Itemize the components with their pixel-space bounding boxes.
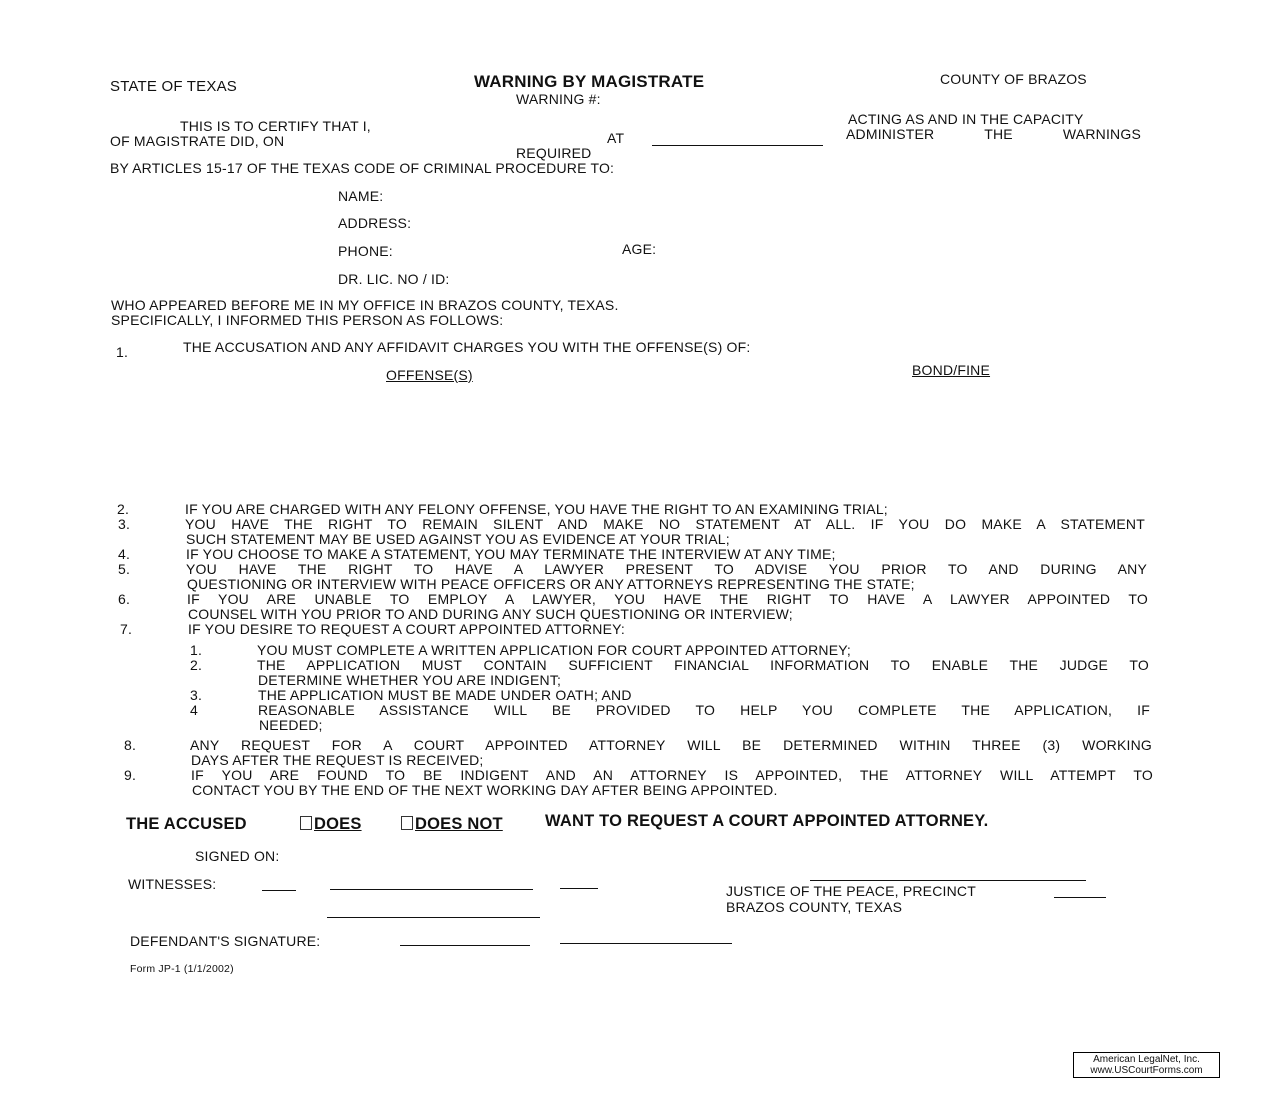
articles-line: BY ARTICLES 15-17 OF THE TEXAS CODE OF CRIMINAL PROCEDURE TO:	[110, 160, 615, 176]
publisher-name: American LegalNet, Inc.	[1093, 1054, 1200, 1065]
appeared-line-1: WHO APPEARED BEFORE ME IN MY OFFICE IN BRAZOS COUNTY, TEXAS.	[111, 297, 619, 313]
subitem-text: YOU MUST COMPLETE A WRITTEN APPLICATION FOR COURT APPOINTED ATTORNEY;	[257, 642, 851, 658]
item-number: 8.	[124, 737, 137, 753]
form-id: Form JP-1 (1/1/2002)	[130, 963, 234, 975]
witness-line	[262, 890, 296, 891]
item-number: 9.	[124, 767, 137, 783]
certify-line-1: THIS IS TO CERTIFY THAT I,	[180, 118, 371, 134]
item-number: 3.	[118, 516, 131, 532]
subitem-number: 3.	[190, 687, 203, 703]
item-text: QUESTIONING OR INTERVIEW WITH PEACE OFFICERS OR ANY ATTORNEYS REPRESENTING THE STATE;	[187, 576, 915, 592]
does-not-checkbox[interactable]	[401, 816, 413, 830]
acting-line-2: ADMINISTER THE WARNINGS	[846, 126, 1141, 142]
item-text: CONTACT YOU BY THE END OF THE NEXT WORKING DAY AFTER BEING APPOINTED.	[192, 782, 778, 798]
justice-signature-line	[810, 880, 1086, 881]
witness-line	[330, 889, 533, 890]
subitem-text: THE APPLICATION MUST BE MADE UNDER OATH; AND	[258, 687, 632, 703]
item-text: IF YOU DESIRE TO REQUEST A COURT APPOINTED ATTORNEY:	[188, 621, 625, 637]
does-option[interactable]	[300, 815, 362, 833]
dl-field-label: DR. LIC. NO / ID:	[338, 271, 450, 287]
defendant-date-line	[560, 943, 732, 944]
state-label: STATE OF TEXAS	[110, 78, 237, 95]
at-label: AT	[607, 130, 625, 146]
item-text: SUCH STATEMENT MAY BE USED AGAINST YOU AS EVIDENCE AT YOUR TRIAL;	[186, 531, 730, 547]
defendant-signature-label: DEFENDANT'S SIGNATURE:	[130, 933, 321, 949]
justice-label: JUSTICE OF THE PEACE, PRECINCT	[726, 883, 976, 899]
item-text: YOU HAVE THE RIGHT TO REMAIN SILENT AND MAKE NO STATEMENT AT ALL. IF YOU DO MAKE A STATEMENT	[185, 516, 1145, 532]
publisher-badge	[1073, 1052, 1220, 1078]
item-number: 5.	[118, 561, 131, 577]
required-label: REQUIRED	[516, 145, 592, 161]
does-not-option[interactable]	[401, 815, 503, 833]
age-field-label: AGE:	[622, 241, 657, 257]
does-not-label: DOES NOT	[415, 815, 503, 833]
subitem-text: DETERMINE WHETHER YOU ARE INDIGENT;	[258, 672, 562, 688]
subitem-number: 1.	[190, 642, 203, 658]
defendant-signature-line	[400, 945, 530, 946]
item-text: IF YOU CHOOSE TO MAKE A STATEMENT, YOU MAY TERMINATE THE INTERVIEW AT ANY TIME;	[186, 546, 836, 562]
item-text: IF YOU ARE CHARGED WITH ANY FELONY OFFENSE, YOU HAVE THE RIGHT TO AN EXAMINING TRIAL;	[185, 501, 888, 517]
item-number: 1.	[116, 344, 129, 360]
justice-county-label: BRAZOS COUNTY, TEXAS	[726, 899, 903, 915]
name-field-label: NAME:	[338, 188, 384, 204]
subitem-number: 2.	[190, 657, 203, 673]
subitem-text: REASONABLE ASSISTANCE WILL BE PROVIDED TO HELP YOU COMPLETE THE APPLICATION, IF	[258, 702, 1150, 718]
item-text: DAYS AFTER THE REQUEST IS RECEIVED;	[191, 752, 484, 768]
certify-line-2: OF MAGISTRATE DID, ON	[110, 133, 285, 149]
page-title: WARNING BY MAGISTRATE	[474, 72, 705, 91]
publisher-url: www.USCourtForms.com	[1090, 1065, 1203, 1076]
subitem-number: 4	[190, 702, 198, 718]
precinct-line	[1054, 897, 1106, 898]
item-text: YOU HAVE THE RIGHT TO HAVE A LAWYER PRESENT TO ADVISE YOU PRIOR TO AND DURING ANY	[186, 561, 1147, 577]
subitem-text: THE APPLICATION MUST CONTAIN SUFFICIENT FINANCIAL INFORMATION TO ENABLE THE JUDGE TO	[257, 657, 1149, 673]
subitem-text: NEEDED;	[259, 717, 323, 733]
bond-column-header: BOND/FINE	[912, 362, 991, 378]
acting-line-1: ACTING AS AND IN THE CAPACITY	[848, 111, 1084, 127]
item-number: 7.	[120, 621, 133, 637]
witnesses-label: WITNESSES:	[128, 876, 217, 892]
item-number: 4.	[118, 546, 131, 562]
item-text: IF YOU ARE FOUND TO BE INDIGENT AND AN ATTORNEY IS APPOINTED, THE ATTORNEY WILL ATTEMPT TO	[191, 767, 1153, 783]
warning-number-label: WARNING #:	[516, 91, 601, 107]
at-blank-line	[652, 145, 823, 146]
item-number: 6.	[118, 591, 131, 607]
address-field-label: ADDRESS:	[338, 215, 412, 231]
item-text: THE ACCUSATION AND ANY AFFIDAVIT CHARGES YOU WITH THE OFFENSE(S) OF:	[183, 339, 751, 355]
does-label: DOES	[314, 815, 362, 833]
does-checkbox[interactable]	[300, 816, 312, 830]
item-text: ANY REQUEST FOR A COURT APPOINTED ATTORNEY WILL BE DETERMINED WITHIN THREE (3) WORKING	[190, 737, 1152, 753]
item-number: 2.	[117, 501, 130, 517]
item-text: COUNSEL WITH YOU PRIOR TO AND DURING ANY SUCH QUESTIONING OR INTERVIEW;	[188, 606, 793, 622]
county-label: COUNTY OF BRAZOS	[940, 71, 1087, 87]
offense-column-header: OFFENSE(S)	[386, 367, 473, 383]
witness-line	[560, 888, 598, 889]
phone-field-label: PHONE:	[338, 243, 393, 259]
signed-on-label: SIGNED ON:	[195, 848, 280, 864]
appeared-line-2: SPECIFICALLY, I INFORMED THIS PERSON AS FOLLOWS:	[111, 312, 504, 328]
witness-line	[327, 917, 540, 918]
accused-label: THE ACCUSED	[126, 815, 247, 833]
item-text: IF YOU ARE UNABLE TO EMPLOY A LAWYER, YOU HAVE THE RIGHT TO HAVE A LAWYER APPOINTED TO	[187, 591, 1148, 607]
accused-statement: WANT TO REQUEST A COURT APPOINTED ATTORNEY.	[545, 812, 989, 830]
